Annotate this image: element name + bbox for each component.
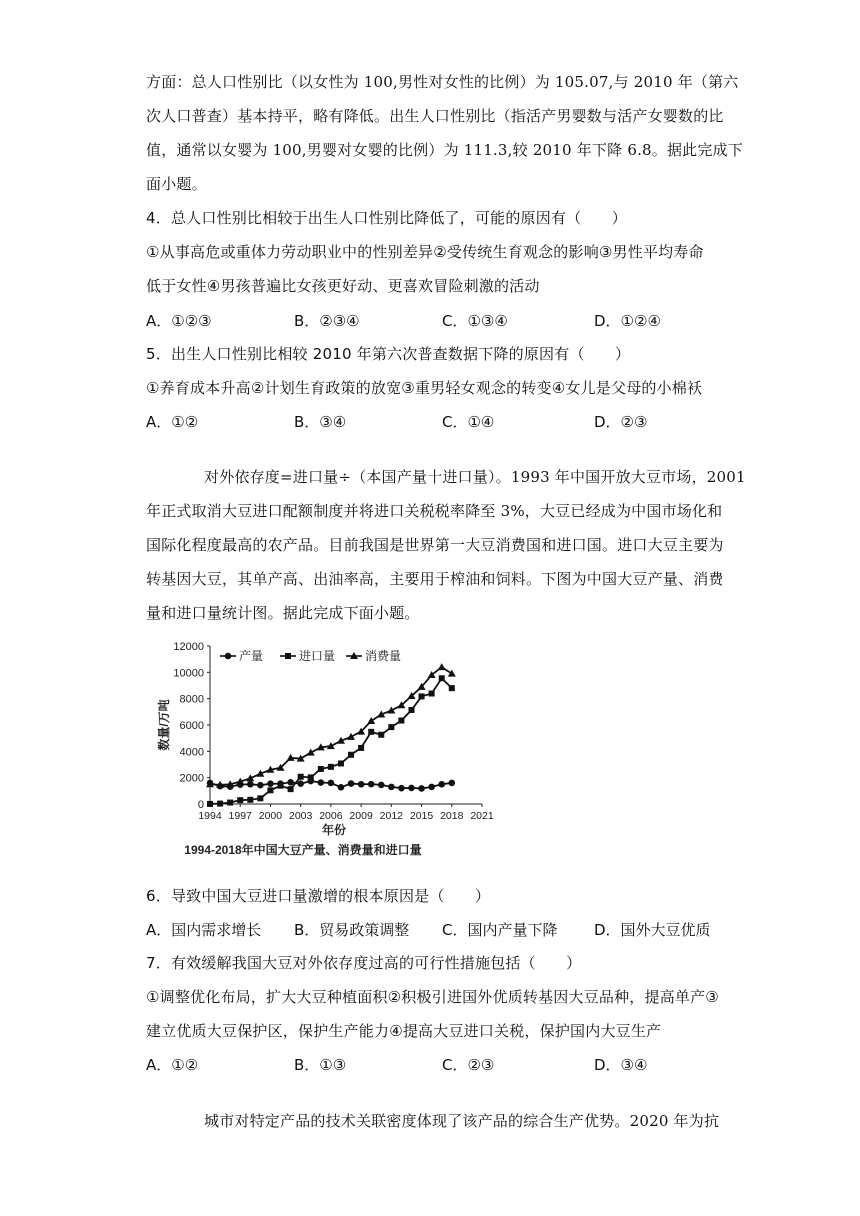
y-tick-label: 0 <box>197 799 204 811</box>
data-point-square <box>358 745 364 751</box>
y-tick-label: 8000 <box>179 693 204 706</box>
data-point-square <box>408 707 414 713</box>
data-point-circle <box>408 785 415 792</box>
data-point-square <box>449 685 455 691</box>
option-c[interactable]: C．②③ <box>442 1056 495 1074</box>
data-point-circle <box>388 784 395 791</box>
data-point-square <box>419 693 425 699</box>
passage1-line: 方面：总人口性别比（以女性为 100,男性对女性的比例）为 105.07,与 2010 年（第六 <box>146 73 739 91</box>
data-point-circle <box>338 784 345 791</box>
data-point-square <box>278 783 284 789</box>
x-tick-label: 1997 <box>228 810 252 822</box>
question-6-stem: 6．导致中国大豆进口量激增的根本原因是（ ） <box>146 887 491 905</box>
data-point-square <box>247 797 253 803</box>
data-point-square <box>207 801 213 807</box>
x-axis-label: 年份 <box>321 823 347 837</box>
data-point-circle <box>328 780 335 787</box>
x-tick-label: 1994 <box>198 810 222 822</box>
data-point-square <box>398 718 404 724</box>
question-4-items: ①从事高危或重体力劳动职业中的性别差异②受传统生育观念的影响③男性平均寿命 <box>146 243 704 261</box>
data-point-circle <box>448 780 455 787</box>
passage2-line: 转基因大豆，其单产高、出油率高，主要用于榨油和饲料。下图为中国大豆产量、消费 <box>146 570 724 588</box>
data-point-circle <box>247 781 254 788</box>
data-point-square <box>429 691 435 697</box>
y-axis-label: 数量/万吨 <box>157 699 171 751</box>
option-b[interactable]: B．②③④ <box>294 312 360 330</box>
data-point-square <box>217 801 223 807</box>
question-7-items: 建立优质大豆保护区，保护生产能力④提高大豆进口关税，保护国内大豆生产 <box>146 1022 662 1040</box>
data-point-square <box>328 764 334 770</box>
option-a[interactable]: A．国内需求增长 <box>146 921 262 939</box>
question-5-items: ①养育成本升高②计划生育政策的放宽③重男轻女观念的转变④女儿是父母的小棉袄 <box>146 379 703 397</box>
chart-svg <box>157 634 500 864</box>
data-point-square <box>227 800 233 806</box>
soybean-chart <box>157 634 500 864</box>
legend-marker-circle <box>225 653 232 660</box>
data-point-circle <box>287 779 294 786</box>
passage1-line: 值，通常以女婴为 100,男婴对女婴的比例）为 111.3,较 2010 年下降 6.8。据此完成下 <box>146 141 743 159</box>
data-point-circle <box>358 781 365 788</box>
option-c[interactable]: C．①④ <box>442 413 495 431</box>
y-tick-label: 10000 <box>173 667 204 680</box>
option-a[interactable]: A．①②③ <box>146 312 212 330</box>
question-4-stem: 4．总人口性别比相较于出生人口性别比降低了，可能的原因有（ ） <box>146 209 627 227</box>
data-point-square <box>439 675 445 681</box>
question-7-stem: 7．有效缓解我国大豆对外依存度过高的可行性措施包括（ ） <box>146 954 582 972</box>
data-point-circle <box>297 780 304 787</box>
data-point-square <box>378 732 384 738</box>
x-tick-label: 2021 <box>470 810 494 822</box>
option-d[interactable]: D．③④ <box>594 1056 648 1074</box>
passage1-line: 次人口普查）基本持平，略有降低。出生人口性别比（指活产男婴数与活产女婴数的比 <box>146 107 724 125</box>
data-point-square <box>348 752 354 758</box>
question-7-items: ①调整优化布局，扩大大豆种植面积②积极引进国外优质转基因大豆品种，提高单产③ <box>146 988 719 1006</box>
question-4-items: 低于女性④男孩普遍比女孩更好动、更喜欢冒险刺激的活动 <box>146 277 540 295</box>
passage1-line: 面小题。 <box>146 175 207 193</box>
chart-title: 1994-2018年中国大豆产量、消费量和进口量 <box>184 843 422 857</box>
x-tick-label: 2006 <box>319 810 343 822</box>
data-point-circle <box>438 781 445 788</box>
data-point-triangle <box>438 663 446 670</box>
option-c[interactable]: C．①③④ <box>442 312 508 330</box>
option-c[interactable]: C．国内产量下降 <box>442 921 558 939</box>
passage2-line: 年正式取消大豆进口配额制度并将进口关税税率降至 3%，大豆已经成为中国市场化和 <box>146 502 723 520</box>
data-point-triangle <box>448 670 456 677</box>
data-point-square <box>298 774 304 780</box>
data-point-circle <box>318 779 325 786</box>
data-point-circle <box>398 785 405 792</box>
legend-marker-square <box>285 653 291 659</box>
data-point-square <box>288 786 294 792</box>
option-d[interactable]: D．②③ <box>594 413 648 431</box>
data-point-square <box>318 766 324 772</box>
data-point-square <box>257 795 263 801</box>
legend-label: 产量 <box>239 649 264 663</box>
y-tick-label: 2000 <box>179 772 204 785</box>
option-b[interactable]: B．贸易政策调整 <box>294 921 410 939</box>
y-tick-label: 12000 <box>173 641 204 653</box>
option-b[interactable]: B．①③ <box>294 1056 347 1074</box>
y-tick-label: 4000 <box>179 746 204 759</box>
passage2-line: 对外依存度=进口量÷（本国产量十进口量）。1993 年中国开放大豆市场，2001 <box>204 468 746 486</box>
x-tick-label: 2012 <box>379 810 404 822</box>
data-point-triangle <box>367 717 375 724</box>
x-tick-label: 2000 <box>258 810 283 822</box>
data-point-square <box>267 787 273 793</box>
x-tick-label: 2003 <box>288 810 313 822</box>
legend-label: 进口量 <box>299 649 336 663</box>
option-b[interactable]: B．③④ <box>294 413 347 431</box>
data-point-circle <box>428 784 435 791</box>
data-point-square <box>368 729 374 735</box>
legend-label: 消费量 <box>365 649 402 663</box>
passage2-line: 国际化程度最高的农产品。目前我国是世界第一大豆消费国和进口国。进口大豆主要为 <box>146 536 724 554</box>
data-point-square <box>237 797 243 803</box>
data-point-square <box>308 774 314 780</box>
data-point-circle <box>348 780 355 787</box>
x-tick-label: 2015 <box>409 810 434 822</box>
option-d[interactable]: D．①②④ <box>594 312 661 330</box>
option-d[interactable]: D．国外大豆优质 <box>594 921 711 939</box>
question-5-stem: 5．出生人口性别比相较 2010 年第六次普查数据下降的原因有（ ） <box>146 345 631 363</box>
data-point-circle <box>368 781 375 788</box>
option-a[interactable]: A．①② <box>146 1056 199 1074</box>
data-point-circle <box>257 782 264 789</box>
data-point-square <box>338 760 344 766</box>
data-point-square <box>388 724 394 730</box>
data-point-circle <box>267 780 274 787</box>
y-tick-label: 6000 <box>179 720 204 732</box>
passage2-line: 量和进口量统计图。据此完成下面小题。 <box>146 604 420 622</box>
passage3-line: 城市对特定产品的技术关联密度体现了该产品的综合生产优势。2020 年为抗 <box>204 1112 720 1130</box>
data-point-circle <box>378 782 385 789</box>
data-point-circle <box>418 785 425 792</box>
x-tick-label: 2018 <box>440 810 464 822</box>
option-a[interactable]: A．①② <box>146 413 199 431</box>
x-tick-label: 2009 <box>349 810 373 822</box>
